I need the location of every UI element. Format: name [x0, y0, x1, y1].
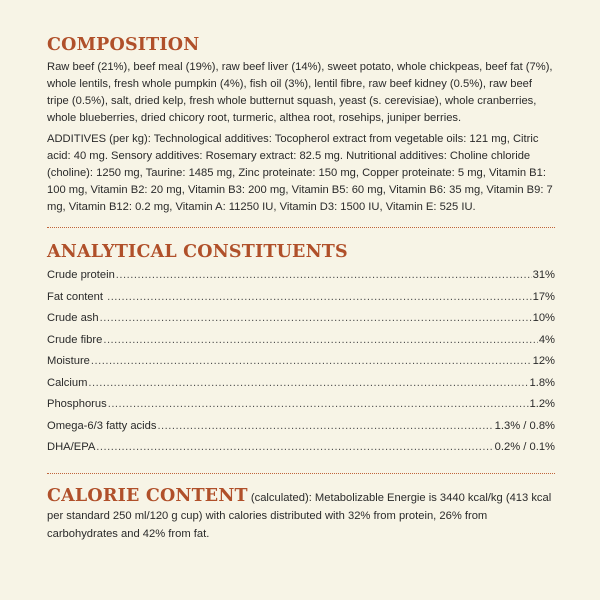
constituent-value: 31% [532, 269, 555, 281]
analytical-constituents-list [47, 265, 555, 459]
constituent-row-crude-fibre [47, 330, 555, 352]
additives-text: ADDITIVES (per kg): Technological additives: Tocopherol extract from vegetable oils: 121 mg, Citric acid: 40 mg. Sensory additives: Rosemary extract: 82.5 mg. Nutritional additives: Choline chloride (choline): 1250 mg, Taurine: 1485 mg, Zinc proteinate: 150 mg, Copper proteinate: 5 mg, Vitamin B1: 100 mg, Vitamin B2: 20 mg, Vitamin B3: 200 mg, Vitamin B5: 60 mg, Vitamin B6: 35 mg, Vitamin B9: 7 mg, Vitamin B12: 0.2 mg, Vitamin A: 11250 IU, Vitamin D3: 1500 IU, Vitamin E: 525 IU. [47, 133, 553, 213]
constituent-row-fat-content [47, 287, 555, 309]
calorie-content-text: (calculated): Metabolizable Energie is 3440 kcal/kg (413 kcal per standard 250 ml/120 g cup) with calories distributed with 32% from protein, 26% from carbohydrates and 42% from fat. [47, 491, 552, 540]
dot-leader [107, 287, 532, 309]
constituent-value: 0.2% / 0.1% [494, 441, 555, 453]
ingredients-text: Raw beef (21%), beef meal (19%), raw beef liver (14%), sweet potato, whole chickpeas, beef fat (7%), whole lentils, fresh whole pumpkin (4%), fish oil (3%), lentil fibre, raw beef kidney (0.5%), raw beef tripe (0.5%), salt, dried kelp, fresh whole butternut squash, yeast (s. cerevisiae), whole cranberries, whole blueberries, dried chicory root, turmeric, althea root, rosehips, juniper berries. [47, 61, 553, 124]
composition-heading: COMPOSITION [47, 35, 200, 55]
constituent-value: 17% [532, 290, 555, 303]
constituent-value: 10% [532, 312, 555, 324]
constituent-label: DHA/EPA [47, 441, 96, 453]
constituent-value: 1.2% [529, 398, 555, 410]
constituent-label: Crude ash [47, 312, 99, 324]
analytical-constituents-heading: ANALYTICAL CONSTITUENTS [47, 242, 348, 262]
constituent-value: 1.8% [529, 376, 555, 389]
constituent-label: Crude protein [47, 269, 115, 281]
constituent-label: Omega-6/3 fatty acids [47, 419, 157, 432]
constituent-row-moisture [47, 351, 555, 373]
dot-leader [108, 394, 529, 416]
dot-leader [100, 308, 532, 330]
dot-leader [157, 416, 493, 438]
constituent-row-phosphorus [47, 394, 555, 416]
dot-leader [91, 351, 532, 373]
dot-leader [96, 437, 493, 459]
constituent-row-calcium [47, 373, 555, 395]
constituent-value: 12% [532, 355, 555, 367]
constituent-label: Calcium [47, 376, 88, 389]
constituent-label: Fat content [47, 290, 107, 303]
constituent-row-omega-fatty-acids [47, 416, 555, 438]
calorie-content-heading: CALORIE CONTENT [47, 485, 248, 506]
constituent-label: Moisture [47, 355, 90, 367]
section-divider [47, 473, 555, 474]
section-divider [47, 227, 555, 228]
constituent-value: 4% [538, 333, 555, 346]
dot-leader [88, 373, 528, 395]
constituent-row-dha-epa [47, 437, 555, 459]
calorie-content-paragraph [47, 487, 555, 543]
constituent-row-crude-ash [47, 308, 555, 330]
product-info-panel [47, 34, 555, 554]
constituent-value: 1.3% / 0.8% [494, 419, 555, 432]
dot-leader [116, 265, 532, 287]
constituent-label: Phosphorus [47, 398, 107, 410]
dot-leader [103, 330, 537, 352]
constituent-row-crude-protein [47, 265, 555, 287]
constituent-label: Crude fibre [47, 333, 103, 346]
